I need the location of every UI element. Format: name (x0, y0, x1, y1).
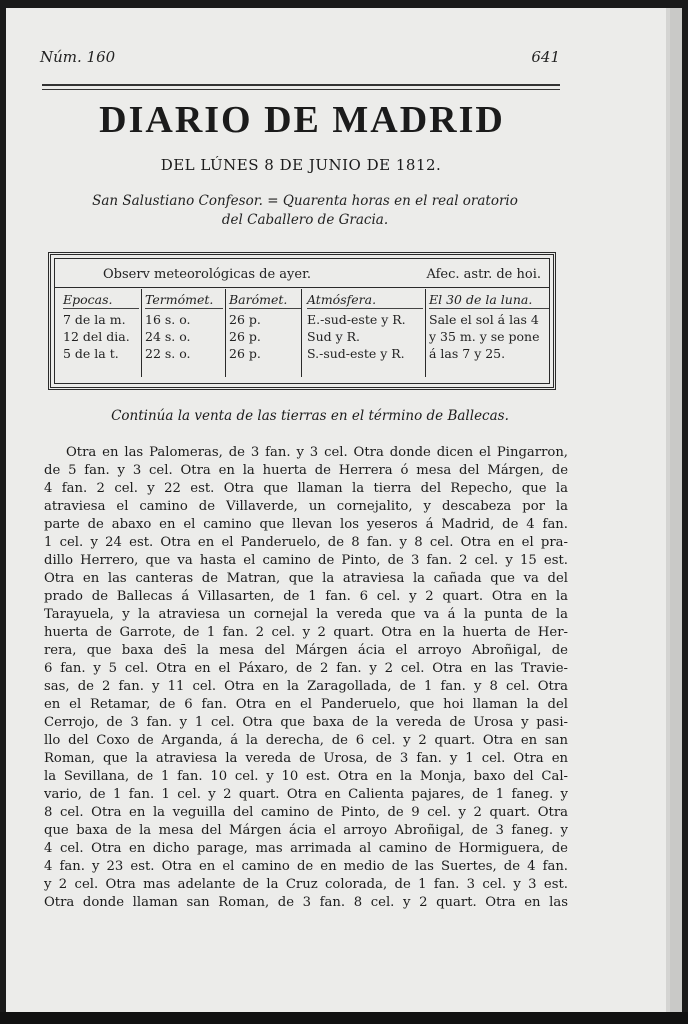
text-line: huerta de Garrote, de 1 fan. 2 cel. y 2 quart. Otra en la huerta de Her- (44, 625, 568, 640)
col-baromet (229, 291, 301, 362)
saint-of-day (60, 192, 550, 230)
text-line: 6 fan. y 5 cel. Otra en el Páxaro, de 2 fan. y 2 cel. Otra en las Travie- (44, 661, 568, 676)
text-line: Otra en las canteras de Matran, que la atraviesa la cañada que va del (44, 571, 568, 586)
table-cell: Sud y R. (307, 329, 361, 344)
section-heading: Continúa la venta de las tierras en el término de Ballecas. (111, 408, 509, 424)
text-line: Otra donde llaman san Roman, de 3 fan. 8 cel. y 2 quart. Otra en las (44, 895, 568, 910)
text-line: que baxa de la mesa del Márgen ácia el arroyo Abroñigal, de 3 faneg. y (44, 823, 568, 838)
text-line: en el Retamar, de 6 fan. Otra en el Panderuelo, que hoi llaman la del (44, 697, 568, 712)
saint-line-2: del Caballero de Gracia. (221, 212, 389, 228)
masthead-title: DIARIO DE MADRID (99, 99, 505, 141)
text-line: llo del Coxo de Arganda, á la derecha, de 6 cel. y 2 quart. Otra en san (44, 733, 568, 748)
scan-border (0, 1012, 688, 1024)
text-line: atraviesa el camino de Villaverde, un cornejalito, y descabeza por la (44, 499, 568, 514)
col-header: Barómet. (229, 291, 301, 309)
text-line: 4 cel. Otra en dicho parage, mas arrimada al camino de Hormiguera, de (44, 841, 568, 856)
table-cell: S.-sud-este y R. (307, 346, 405, 361)
table-cell: 26 p. (229, 312, 261, 327)
article-body (44, 444, 568, 912)
table-cell: á las 7 y 25. (429, 346, 506, 361)
col-divider (225, 289, 226, 377)
col-header: Termómet. (145, 291, 223, 309)
text-line: Tarayuela, y la atraviesa un cornejal la vereda que va á la punta de la (44, 607, 568, 622)
text-line: 4 fan. 2 cel. y 22 est. Otra que llaman la tierra del Repecho, que la (44, 481, 568, 496)
table-cell: y 35 m. y se pone (429, 329, 540, 344)
book-spine (670, 8, 682, 1012)
table-cell: 5 de la t. (63, 346, 119, 361)
text-line: Roman, que la atraviesa la vereda de Urosa, de 3 fan. y 1 cel. Otra en (44, 751, 568, 766)
text-line: de 5 fan. y 3 cel. Otra en la huerta de Herrera ó mesa del Márgen, de (44, 463, 568, 478)
masthead-date: DEL LÚNES 8 DE JUNIO DE 1812. (160, 156, 442, 174)
table-cell: E.-sud-este y R. (307, 312, 406, 327)
table-caption-rule (55, 287, 549, 288)
col-divider (141, 289, 142, 377)
table-cell: 26 p. (229, 329, 261, 344)
table-caption-right: Afec. astr. de hoi. (426, 267, 541, 282)
col-atmosfera (307, 291, 423, 362)
page-number: 641 (531, 48, 560, 66)
table-cell: 22 s. o. (145, 346, 191, 361)
text-line: sas, de 2 fan. y 11 cel. Otra en la Zaragollada, de 1 fan. y 8 cel. Otra (44, 679, 568, 694)
col-header: Epocas. (63, 291, 139, 309)
weather-table-inner (54, 258, 550, 384)
header-rule (42, 84, 560, 86)
text-line: Otra en las Palomeras, de 3 fan. y 3 cel. Otra donde dicen el Pingarron, (66, 445, 568, 460)
col-luna (429, 291, 549, 362)
table-cell: 26 p. (229, 346, 261, 361)
col-header: El 30 de la luna. (429, 291, 549, 309)
text-line: Cerrojo, de 3 fan. y 1 cel. Otra que baxa de la vereda de Urosa y pasi- (44, 715, 568, 730)
col-epocas (63, 291, 139, 362)
text-line: dillo Herrero, que va hasta el camino de Pinto, de 3 fan. 2 cel. y 15 est. (44, 553, 568, 568)
text-line: y 2 cel. Otra mas adelante de la Cruz colorada, de 1 fan. 3 cel. y 3 est. (44, 877, 568, 892)
table-cell: 7 de la m. (63, 312, 126, 327)
saint-line-1: San Salustiano Confesor. = Quarenta horas en el real oratorio (92, 193, 518, 209)
text-line: 4 fan. y 23 est. Otra en el camino de en medio de las Suertes, de 4 fan. (44, 859, 568, 874)
table-cell: 12 del dia. (63, 329, 130, 344)
text-line: parte de abaxo en el camino que llevan los yeseros á Madrid, de 4 fan. (44, 517, 568, 532)
table-cell: Sale el sol á las 4 (429, 312, 539, 327)
table-caption-left: Observ meteorológicas de ayer. (103, 267, 311, 282)
col-termomet (145, 291, 223, 362)
table-cell: 16 s. o. (145, 312, 191, 327)
col-divider (425, 289, 426, 377)
text-line: la Sevillana, de 1 fan. 10 cel. y 10 est. Otra en la Monja, baxo del Cal- (44, 769, 568, 784)
text-line: rera, que baxa des̄ la mesa del Márgen ácia el arroyo Abroñigal, de (44, 643, 568, 658)
text-line: vario, de 1 fan. 1 cel. y 2 quart. Otra en Calienta pajares, de 1 faneg. y (44, 787, 568, 802)
text-line: prado de Ballecas á Villasarten, de 1 fan. 6 cel. y 2 quart. Otra en la (44, 589, 568, 604)
header-rule-thin (42, 89, 560, 90)
issue-number: Núm. 160 (40, 48, 116, 66)
text-line: 1 cel. y 24 est. Otra en el Panderuelo, de 8 fan. y 8 cel. Otra en el pra- (44, 535, 568, 550)
col-divider (301, 289, 302, 377)
text-line: 8 cel. Otra en la veguilla del camino de Pinto, de 9 cel. y 2 quart. Otra (44, 805, 568, 820)
weather-table (48, 252, 556, 390)
table-cell: 24 s. o. (145, 329, 191, 344)
col-header: Atmósfera. (307, 291, 423, 309)
